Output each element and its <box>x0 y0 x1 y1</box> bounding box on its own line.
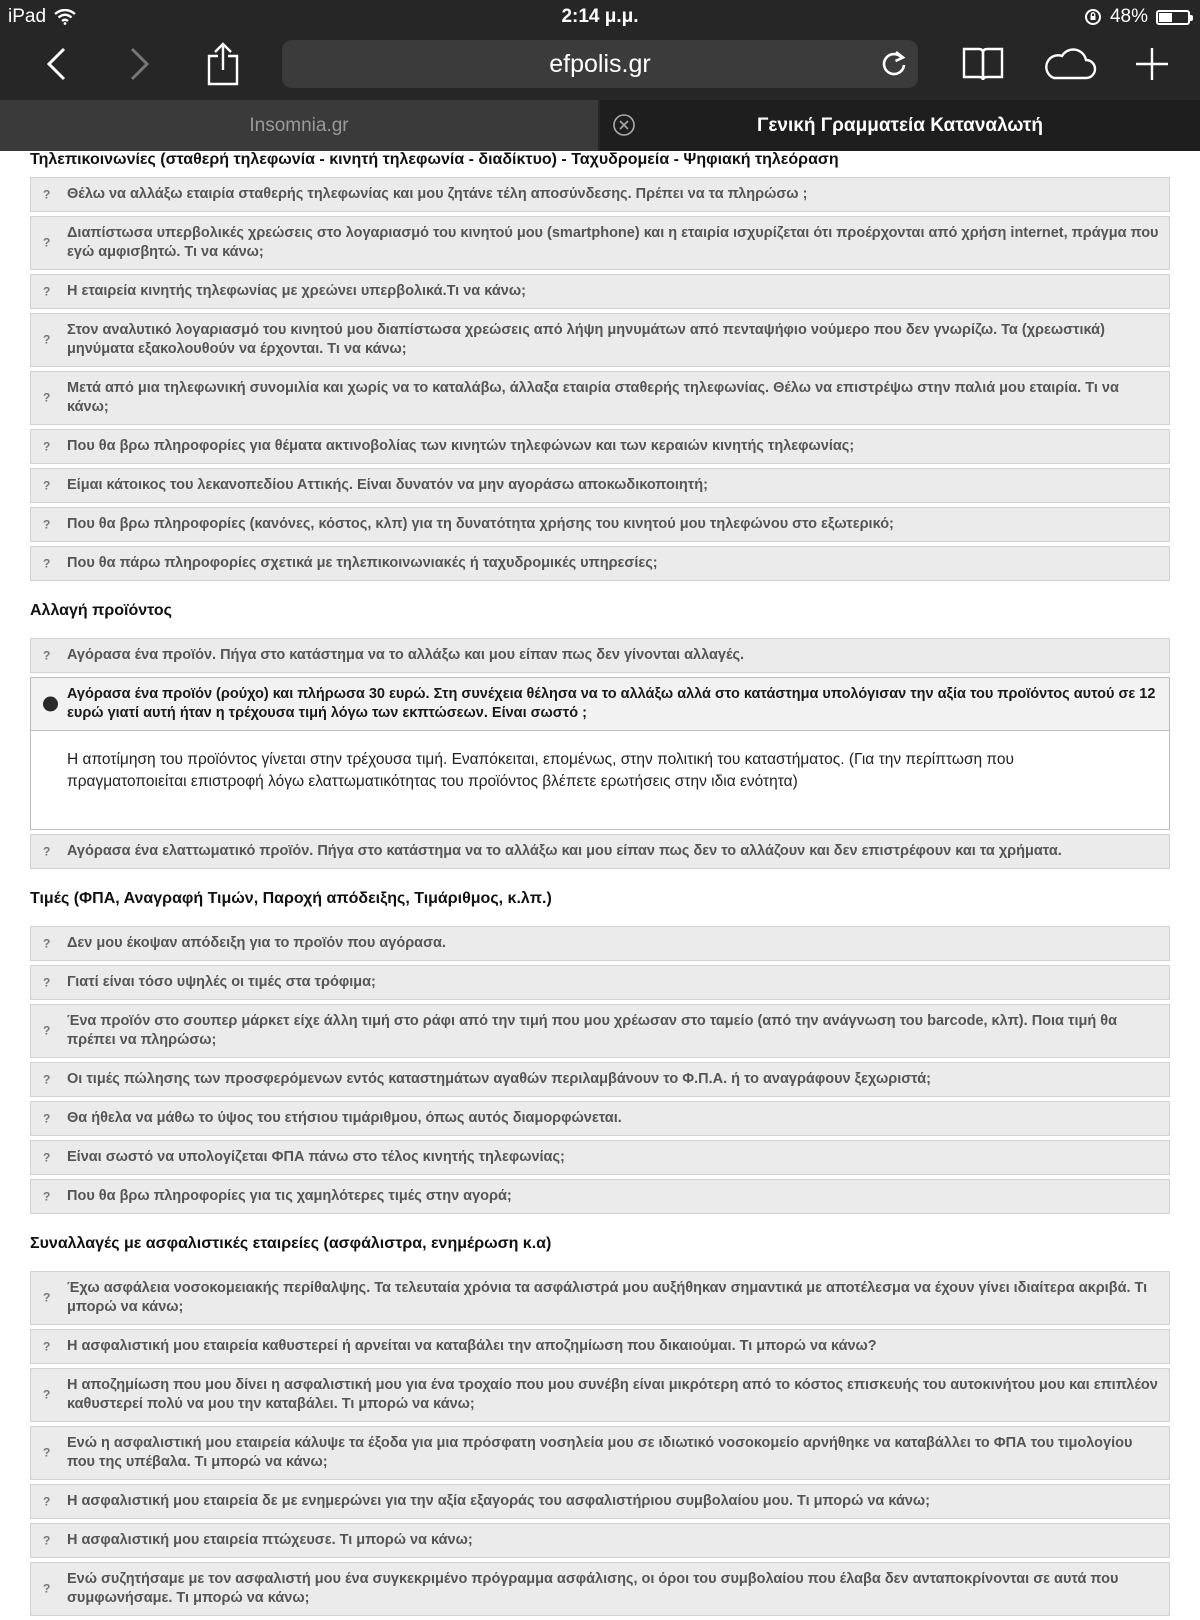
question-icon: ? <box>43 1339 51 1353</box>
faq-question[interactable] <box>30 1562 1170 1616</box>
question-text: Αγόρασα ένα προϊόν (ρούχο) και πλήρωσα 30 ευρώ. Στη συνέχεια θέλησα να το αλλάξω αλλά στο κατάστημα υπολόγισαν την αξία του προϊόντος αυτού σε 12 ευρώ γιατί αυτή ήταν η τρέχουσα τιμή λόγω των εκπτώσεων. Είναι σωστό ; <box>67 686 1156 721</box>
question-text: Ενώ η ασφαλιστική μου εταιρεία κάλυψε τα έξοδα για μια πρόσφατη νοσηλεία μου σε ιδιωτικό νοσοκομείο αρνήθηκε να καταβάλλει το ΦΠΑ του τιμολογίου που της υπέβαλα. Τι μπορώ να κάνω; <box>67 1435 1133 1470</box>
faq-question[interactable] <box>30 1140 1170 1175</box>
faq-question[interactable] <box>30 274 1170 309</box>
question-icon: ? <box>43 648 51 662</box>
question-icon: ? <box>43 390 51 405</box>
question-text: Που θα βρω πληροφορίες για θέματα ακτινοβολίας των κινητών τηλεφώνων και των κεραιών κινητής τηλεφωνίας; <box>67 438 855 454</box>
question-icon: ? <box>43 478 51 492</box>
faq-question[interactable] <box>30 1062 1170 1097</box>
faq-question[interactable] <box>30 1523 1170 1558</box>
question-icon: ? <box>43 1494 51 1508</box>
question-icon: ? <box>43 844 51 858</box>
question-icon: ? <box>43 975 51 989</box>
section-title-insurance: Συναλλαγές με ασφαλιστικές εταιρείες (ασφάλιστρα, ενημέρωση κ.α) <box>30 1235 552 1252</box>
url-text: efpolis.gr <box>549 50 651 78</box>
forward-arrow-icon <box>129 47 151 81</box>
faq-question-expanded[interactable] <box>30 677 1170 731</box>
address-bar[interactable] <box>282 40 918 88</box>
question-text: Στον αναλυτικό λογαριασμό του κινητού μου διαπίστωσα χρεώσεις από λήψη μηνυμάτων από πενταψήφιο νούμερο που δεν γνωρίζω. Τα (χρεωστικά) μηνύματα εξακολουθούν να έρχονται. Τι να κάνω; <box>67 322 1105 357</box>
close-tab-button[interactable] <box>612 113 636 137</box>
question-icon: ? <box>43 187 51 201</box>
question-icon: ? <box>43 517 51 531</box>
question-icon: ? <box>43 1111 51 1125</box>
share-icon <box>206 42 240 86</box>
tab-bar <box>0 100 1200 151</box>
faq-question[interactable] <box>30 1101 1170 1136</box>
expanded-check-icon <box>43 697 58 712</box>
question-text: Θα ήθελα να μάθω το ύψος του ετήσιου τιμάριθμου, όπως αυτός διαμορφώνεται. <box>67 1110 622 1126</box>
faq-question[interactable] <box>30 834 1170 869</box>
forward-button[interactable] <box>120 38 160 90</box>
faq-question[interactable] <box>30 1004 1170 1058</box>
faq-answer: Η αποτίμηση του προϊόντος γίνεται στην τρέχουσα τιμή. Εναπόκειται, επομένως, στην πολιτική του καταστήματος. (Για την περίπτωση που πραγματοποιείται επιστροφή λόγω ελαττωματικότητας του προϊόντος βλέπετε ερωτήσεις στην ιδια ενότητα) <box>30 731 1170 830</box>
rotation-lock-icon <box>1084 8 1102 26</box>
battery-percent: 48% <box>1109 6 1148 27</box>
question-text: Θέλω να αλλάξω εταιρία σταθερής τηλεφωνίας και μου ζητάνε τέλη αποσύνδεσης. Πρέπει να τα πληρώσω ; <box>67 186 808 202</box>
question-text: Η ασφαλιστική μου εταιρεία δε με ενημερώνει για την αξία εξαγοράς του ασφαλιστήριου συμβολαίου μου. Τι μπορώ να κάνω; <box>67 1493 931 1509</box>
back-arrow-icon <box>45 47 67 81</box>
question-icon: ? <box>43 439 51 453</box>
faq-content <box>30 146 1170 1620</box>
question-text: Η εταιρεία κινητής τηλεφωνίας με χρεώνει υπερβολικά.Τι να κάνω; <box>67 283 526 299</box>
section-title-prices: Τιμές (ΦΠΑ, Αναγραφή Τιμών, Παροχή απόδειξης, Τιμάριθμος, κ.λπ.) <box>30 890 552 907</box>
browser-chrome <box>0 0 1200 151</box>
faq-question[interactable] <box>30 926 1170 961</box>
question-text: Είμαι κάτοικος του λεκανοπεδίου Αττικής. Είναι δυνατόν να μην αγοράσω αποκωδικοποιητή; <box>67 477 708 493</box>
question-text: Ενώ συζητήσαμε με τον ασφαλιστή μου ένα συγκεκριμένο πρόγραμμα ασφάλισης, οι όροι του συμβολαίου που έλαβα δεν ανταποκρίνονται σε αυτά που συμφωνήσαμε. Τι μπορώ να κάνω; <box>67 1571 1119 1606</box>
browser-toolbar <box>0 34 1200 98</box>
faq-question[interactable] <box>30 1368 1170 1422</box>
faq-question[interactable] <box>30 468 1170 503</box>
question-text: Είναι σωστό να υπολογίζεται ΦΠΑ πάνω στο τέλος κινητής τηλεφωνίας; <box>67 1149 565 1165</box>
question-text: Αγόρασα ένα προϊόν. Πήγα στο κατάστημα να το αλλάξω και μου είπαν πως δεν γίνονται αλλαγές. <box>67 647 745 663</box>
battery-fill <box>1159 13 1172 22</box>
question-text: Η ασφαλιστική μου εταιρεία καθυστερεί ή αρνείται να καταβάλει την αποζημίωση που δικαιούμαι. Τι μπορώ να κάνω? <box>67 1338 877 1354</box>
clock: 2:14 μ.μ. <box>561 6 639 27</box>
question-text: Διαπίστωσα υπερβολικές χρεώσεις στο λογαριασμό του κινητού μου (smartphone) και η εταιρία ισχυρίζεται ότι προέρχονται από χρήση internet, πράγμα που εγώ αμφισβητώ. Τι να κάνω; <box>67 225 1159 260</box>
question-icon: ? <box>43 235 51 250</box>
faq-question[interactable] <box>30 313 1170 367</box>
cloud-icon <box>1042 47 1098 81</box>
question-text: Έχω ασφάλεια νοσοκομειακής περίθαλψης. Τα τελευταία χρόνια τα ασφάλιστρά μου αυξήθηκαν σημαντικά με αποτέλεσμα να έχουν γίνει ιδιαίτερα ακριβά. Τι μπορώ να κάνω; <box>67 1280 1148 1315</box>
faq-question[interactable] <box>30 1426 1170 1480</box>
close-icon <box>612 113 636 137</box>
question-text: Αγόρασα ένα ελαττωματικό προϊόν. Πήγα στο κατάστημα να το αλλάξω και μου είπαν πως δεν το αλλάζουν και δεν επιστρέφουν και τα χρήματα. <box>67 843 1062 859</box>
plus-icon <box>1135 47 1169 81</box>
tab-consumer-secretariat[interactable] <box>600 100 1200 151</box>
question-icon: ? <box>43 1290 51 1305</box>
share-button[interactable] <box>200 38 246 90</box>
faq-question[interactable] <box>30 965 1170 1000</box>
question-text: Που θα πάρω πληροφορίες σχετικά με τηλεπικοινωνιακές ή ταχυδρομικές υπηρεσίες; <box>67 555 658 571</box>
question-icon: ? <box>43 1445 51 1460</box>
status-bar <box>0 0 1200 34</box>
faq-question[interactable] <box>30 546 1170 581</box>
reload-icon <box>878 48 910 80</box>
faq-question[interactable] <box>30 1179 1170 1214</box>
bookmarks-button[interactable] <box>958 38 1008 90</box>
reload-button[interactable] <box>878 48 910 80</box>
question-text: Που θα βρω πληροφορίες (κανόνες, κόστος, κλπ) για τη δυνατότητα χρήσης του κινητού μου τηλεφώνου στο εξωτερικό; <box>67 516 894 532</box>
question-text: Δεν μου έκοψαν απόδειξη για το προϊόν που αγόρασα. <box>67 935 446 951</box>
question-icon: ? <box>43 1387 51 1402</box>
back-button[interactable] <box>36 38 76 90</box>
question-icon: ? <box>43 556 51 570</box>
bookmarks-book-icon <box>961 46 1005 82</box>
question-icon: ? <box>43 284 51 298</box>
question-text: Γιατί είναι τόσο υψηλές οι τιμές στα τρόφιμα; <box>67 974 376 990</box>
tab-label: Γενική Γραμματεία Καταναλωτή <box>756 114 1044 136</box>
question-icon: ? <box>43 332 51 347</box>
question-icon: ? <box>43 1150 51 1164</box>
question-icon: ? <box>43 936 51 950</box>
device-name: iPad <box>8 6 47 27</box>
battery-icon <box>1156 10 1190 25</box>
faq-question[interactable] <box>30 177 1170 212</box>
faq-question[interactable] <box>30 216 1170 270</box>
faq-question[interactable] <box>30 1484 1170 1519</box>
section-title-exchange: Αλλαγή προϊόντος <box>30 602 172 619</box>
question-icon: ? <box>43 1189 51 1203</box>
faq-question[interactable] <box>30 1329 1170 1364</box>
faq-question[interactable] <box>30 371 1170 425</box>
faq-question[interactable] <box>30 638 1170 673</box>
icloud-tabs-button[interactable] <box>1040 38 1100 90</box>
question-text: Η ασφαλιστική μου εταιρεία πτώχευσε. Τι μπορώ να κάνω; <box>67 1532 473 1548</box>
tab-label: Insomnia.gr <box>249 114 349 136</box>
question-text: Που θα βρω πληροφορίες για τις χαμηλότερες τιμές στην αγορά; <box>67 1188 512 1204</box>
question-icon: ? <box>43 1023 51 1038</box>
question-text: Ένα προϊόν στο σουπερ μάρκετ είχε άλλη τιμή στο ράφι από την τιμή που μου χρέωσαν στο ταμείο (από την ανάγνωση του barcode, κλπ). Ποια τιμή θα πρέπει να πληρώσω; <box>67 1013 1117 1048</box>
question-text: Η αποζημίωση που μου δίνει η ασφαλιστική μου για ένα τροχαίο που μου συνέβη είναι μικρότερη από το κόστος επισκευής του αυτοκινήτου μου και επιπλέον καθυστερεί πολύ να μου την καταβάλει. Τι μπορώ να κάνω; <box>67 1377 1158 1412</box>
faq-question[interactable] <box>30 507 1170 542</box>
tab-insomnia[interactable] <box>0 100 598 151</box>
faq-question[interactable] <box>30 429 1170 464</box>
section-title-telecom: Τηλεπικοινωνίες (σταθερή τηλεφωνία - κινητή τηλεφωνία - διαδίκτυο) - Ταχυδρομεία - Ψηφιακή τηλεόραση <box>30 151 839 168</box>
question-icon: ? <box>43 1072 51 1086</box>
question-text: Οι τιμές πώλησης των προσφερόμενων εντός καταστημάτων αγαθών περιλαμβάνουν το Φ.Π.Α. ή το αναγράφουν ξεχωριστά; <box>67 1071 931 1087</box>
new-tab-button[interactable] <box>1134 38 1170 90</box>
question-icon: ? <box>43 1581 51 1596</box>
question-text: Μετά από μια τηλεφωνική συνομιλία και χωρίς να το καταλάβω, άλλαξα εταιρία σταθερής τηλεφωνίας. Θέλω να επιστρέψω στην παλιά μου εταιρία. Τι να κάνω; <box>67 380 1119 415</box>
question-icon: ? <box>43 1533 51 1547</box>
faq-question[interactable] <box>30 1271 1170 1325</box>
